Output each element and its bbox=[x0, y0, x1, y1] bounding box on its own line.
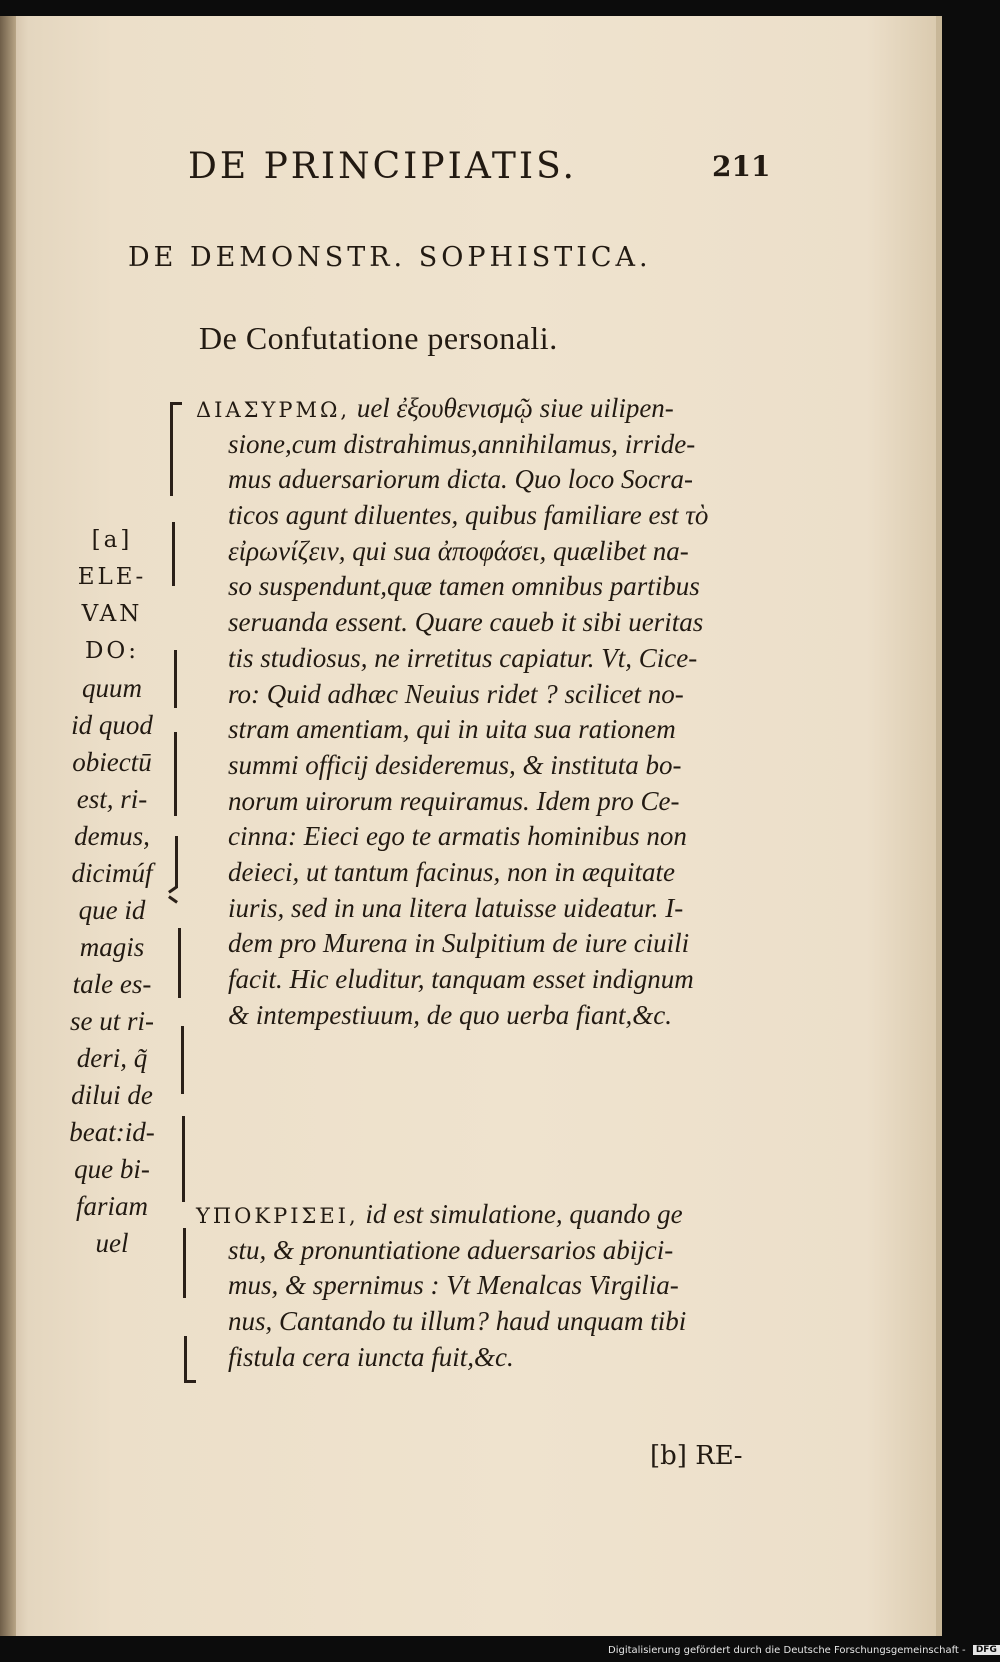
text-line: sione,cum distrahimus,annihilamus, irride‑ bbox=[228, 428, 696, 459]
text-line: dem pro Murena in Sulpitium de iure ciuili bbox=[228, 928, 690, 959]
note-line: id quod bbox=[71, 710, 153, 740]
note-line: tale es‑ bbox=[72, 969, 152, 999]
note-line: quum bbox=[82, 673, 142, 703]
page-number: 211 bbox=[712, 150, 771, 183]
marginal-note bbox=[58, 522, 166, 1262]
text-line: norum uirorum requiramus. Idem pro Ce‑ bbox=[228, 785, 680, 816]
note-line: DO: bbox=[84, 638, 140, 664]
note-line: magis bbox=[79, 932, 145, 962]
note-line: obiectū bbox=[72, 747, 152, 777]
note-label: [a] bbox=[91, 527, 133, 553]
text-line: mus, & spernimus : Vt Menalcas Virgilia‑ bbox=[228, 1270, 679, 1301]
greek-term-heading: ΔΙΑΣΥΡΜΩ, bbox=[196, 398, 351, 422]
text-line: fistula cera iuncta fuit,&c. bbox=[228, 1341, 514, 1372]
text-line: stu, & pronuntiatione aduersarios abijci‑ bbox=[228, 1234, 674, 1265]
text-line: seruanda essent. Quare caueb it sibi ueritas bbox=[228, 607, 704, 638]
text-line: stram amentiam, qui in uita sua rationem bbox=[228, 714, 676, 745]
text-line bbox=[196, 391, 766, 427]
paragraph-hypokrisei bbox=[196, 1197, 766, 1375]
text-line: tis studiosus, ne irretitus capiatur. Vt, Cice‑ bbox=[228, 642, 698, 673]
digitization-credit bbox=[608, 1645, 1000, 1656]
text-line: εἰρωνίζειν, qui sua ἀποφάσει, quælibet na‑ bbox=[228, 535, 689, 566]
book-page bbox=[0, 16, 942, 1636]
note-line: fariam bbox=[75, 1191, 148, 1221]
subsection-title: De Confutatione personali. bbox=[199, 320, 558, 356]
text-line: cinna: Eieci ego te armatis hominibus non bbox=[228, 821, 687, 852]
text-line: summi officij desideremus, & instituta bo‑ bbox=[228, 749, 682, 780]
credit-text: Digitalisierung gefördert durch die Deutsche Forschungsgemeinschaft - bbox=[608, 1645, 966, 1656]
note-line: VAN bbox=[81, 601, 143, 627]
paragraph-diasyrmo bbox=[196, 391, 766, 1033]
text-line: facit. Hic eluditur, tanquam esset indignum bbox=[228, 964, 694, 994]
note-line: que bi‑ bbox=[74, 1154, 150, 1184]
text-line: mus aduersariorum dicta. Quo loco Socra‑ bbox=[228, 464, 693, 495]
running-head: DE PRINCIPIATIS. bbox=[188, 146, 577, 187]
greek-term-heading: ΥΠΟΚΡΙΣΕΙ, bbox=[196, 1204, 359, 1228]
text-line-content: uel ἐξουθενισμῷ siue uilipen‑ bbox=[356, 393, 674, 423]
note-line: deri, q̃ bbox=[76, 1043, 148, 1073]
section-title: DE DEMONSTR. SOPHISTICA. bbox=[128, 242, 652, 273]
text-line bbox=[196, 1197, 766, 1233]
text-line-content: id est simulatione, quando ge bbox=[365, 1199, 683, 1229]
text-line: ticos agunt diluentes, quibus familiare est τὸ bbox=[228, 500, 709, 531]
text-line: so suspendunt,quæ tamen omnibus partibus bbox=[228, 571, 700, 602]
text-line: ro: Quid adhæc Neuius ridet ? scilicet no‑ bbox=[228, 678, 684, 709]
note-line: dicimúf bbox=[71, 858, 153, 888]
text-line: nus, Cantando tu illum? haud unquam tibi bbox=[228, 1306, 687, 1337]
note-line: beat:id‑ bbox=[69, 1117, 155, 1147]
note-line: demus, bbox=[74, 821, 150, 851]
note-line: ELE‑ bbox=[77, 564, 147, 590]
catchword: [b] RE‑ bbox=[650, 1441, 743, 1471]
text-line: deieci, ut tantum facinus, non in æquitate bbox=[228, 856, 675, 887]
note-line: dilui de bbox=[71, 1080, 153, 1110]
note-line: se ut ri‑ bbox=[70, 1006, 154, 1036]
text-line: & intempestiuum, de quo uerba fiant,&c. bbox=[228, 999, 672, 1030]
note-line: est, ri‑ bbox=[76, 784, 148, 814]
note-line: uel bbox=[95, 1228, 129, 1258]
text-line: iuris, sed in una litera latuisse uideatur. I‑ bbox=[228, 892, 684, 923]
dfg-logo: DFG bbox=[973, 1645, 1000, 1655]
note-line: que id bbox=[78, 895, 146, 925]
